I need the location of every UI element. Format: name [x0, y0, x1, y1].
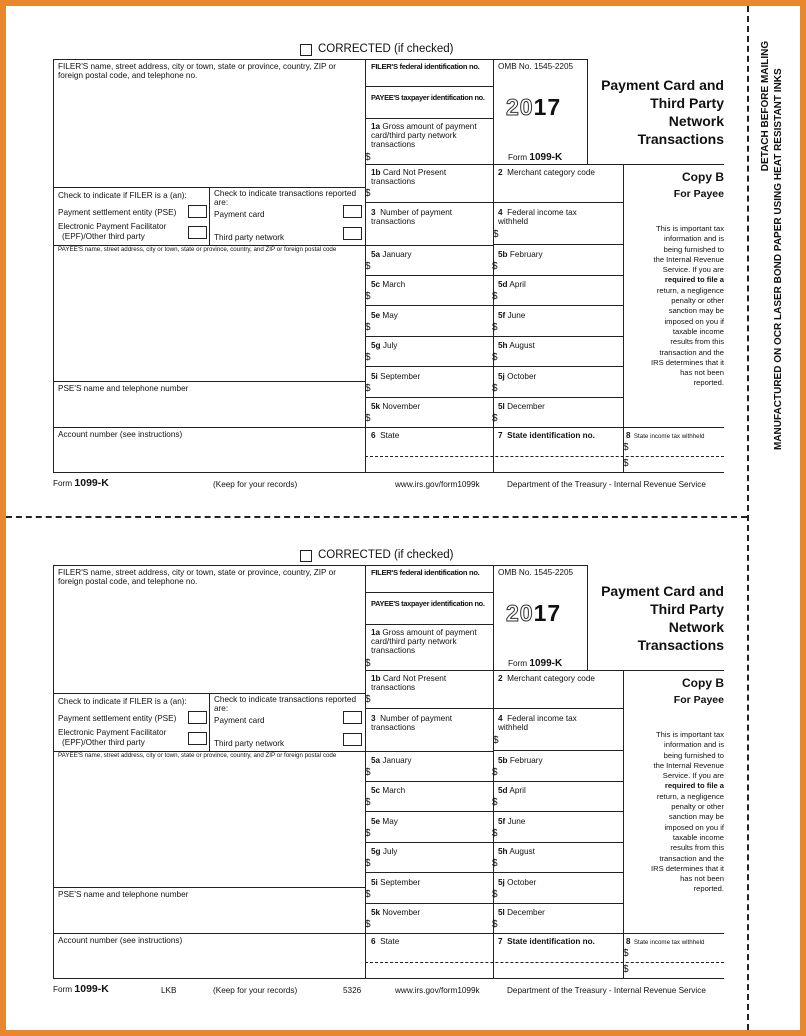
footer-url: www.irs.gov/form1099k [395, 986, 480, 995]
text-line: imposed on you if [664, 316, 724, 326]
payee-tin-label: PAYEE'S taxpayer identification no. [371, 93, 485, 102]
month-dollar: $ [365, 797, 371, 808]
box-8-dollar-2: $ [623, 964, 629, 975]
box-month-2 [371, 786, 405, 795]
text-line: Payment Card and [601, 583, 724, 599]
third-party-network-label: Third party network [214, 739, 285, 748]
for-payee: For Payee [673, 694, 724, 706]
text-line: return, a negligence [656, 791, 724, 801]
account-number-label: Account number (see instructions) [58, 936, 183, 945]
text-line: results from this [670, 843, 724, 853]
text-line: information and is [664, 740, 724, 750]
text-line: Network [668, 619, 724, 635]
month-name: April [509, 280, 526, 289]
grid-line [365, 903, 623, 904]
text-line: Service. If you are [662, 265, 724, 275]
third-party-network-checkbox[interactable] [343, 733, 362, 746]
text-line: required to file a [664, 781, 724, 791]
box-month-9 [498, 372, 536, 381]
payment-card-label: Payment card [214, 716, 265, 725]
box-1b: 1b Card Not Present transactions [371, 168, 447, 186]
month-name: January [382, 250, 412, 259]
month-name: May [382, 311, 398, 320]
box-6: 6 State [371, 937, 400, 946]
month-box-number: 5c [371, 280, 381, 289]
payment-card-label: Payment card [214, 210, 265, 219]
footer-department: Department of the Treasury - Internal Revenue Service [507, 986, 706, 995]
month-dollar: $ [365, 383, 371, 394]
box-8: 8 State income tax withheld [626, 431, 705, 440]
text-line: information and is [664, 234, 724, 244]
check-filer-label: Check to indicate if FILER is a (an): [58, 191, 187, 200]
month-box-number: 5h [498, 341, 508, 350]
month-box-number: 5b [498, 756, 508, 765]
copy-b: Copy B [682, 170, 724, 184]
month-box-number: 5d [498, 280, 508, 289]
text-line: Network [668, 113, 724, 129]
tax-year: 2017 [506, 600, 562, 626]
month-name: May [382, 817, 398, 826]
month-box-number: 5j [498, 372, 505, 381]
month-name: December [507, 402, 545, 411]
month-dollar: $ [365, 322, 371, 333]
box-4-dollar: $ [493, 735, 499, 746]
month-dollar: $ [492, 383, 498, 394]
check-trans-label: Check to indicate transactions reported are: [214, 189, 356, 207]
month-dollar: $ [492, 261, 498, 272]
box-month-1 [498, 756, 543, 765]
text-line: sanction may be [668, 306, 724, 316]
month-box-number: 5f [498, 817, 506, 826]
month-box-number: 5c [371, 786, 381, 795]
for-payee: For Payee [673, 188, 724, 200]
month-name: June [507, 311, 526, 320]
month-name: July [382, 847, 398, 856]
month-dollar: $ [365, 858, 371, 869]
month-box-number: 5h [498, 847, 508, 856]
month-dollar: $ [492, 322, 498, 333]
text-line: Transactions [637, 637, 724, 653]
box-2: 2 Merchant category code [498, 674, 595, 683]
month-box-number: 5f [498, 311, 506, 320]
corrected-label: CORRECTED (if checked) [318, 549, 454, 561]
text-line: Transactions [637, 131, 724, 147]
box-month-4 [371, 817, 398, 826]
month-box-number: 5a [371, 756, 381, 765]
month-dollar: $ [492, 797, 498, 808]
box-1a: 1a Gross amount of payment card/third party network transactions [371, 122, 477, 149]
payee-name-label: PAYEE'S name, street address, city or town, state or province, country, and ZIP or foreign postal code [58, 752, 337, 759]
month-name: July [382, 341, 398, 350]
tax-year: 2017 [506, 94, 562, 120]
text-line: imposed on you if [664, 822, 724, 832]
box-4-label: 4 Federal income tax withheld [498, 714, 577, 732]
box-4-dollar: $ [493, 229, 499, 240]
text-line: taxable income [672, 326, 724, 336]
notice-text [626, 730, 724, 895]
month-name: March [382, 280, 406, 289]
month-dollar: $ [492, 919, 498, 930]
epf-label-2: (EPF)/Other third party [62, 738, 145, 747]
text-line: the Internal Revenue [653, 254, 724, 264]
month-name: April [509, 786, 526, 795]
box-month-5 [498, 311, 525, 320]
box-4-label: 4 Federal income tax withheld [498, 208, 577, 226]
form-1099k-top [6, 6, 800, 512]
box-month-6 [371, 847, 397, 856]
box-month-4 [371, 311, 398, 320]
box-1a-dollar: $ [365, 658, 371, 669]
box-month-0 [371, 250, 412, 259]
filer-name-label: FILER'S name, street address, city or town, state or province, country, ZIP or foreign postal code, and telephone no. [58, 568, 336, 586]
grid-line [365, 872, 623, 873]
text-line: sanction may be [668, 812, 724, 822]
month-dollar: $ [492, 828, 498, 839]
month-box-number: 5l [498, 908, 505, 917]
form-number-label: Form 1099-K [508, 152, 563, 163]
grid-line [365, 397, 623, 398]
check-filer-label: Check to indicate if FILER is a (an): [58, 697, 187, 706]
month-dollar: $ [492, 889, 498, 900]
footer-department: Department of the Treasury - Internal Revenue Service [507, 480, 706, 489]
text-line: penalty or other [671, 802, 724, 812]
footer-form: Form 1099-K [53, 477, 109, 489]
filer-fed-id-label: FILER'S federal identification no. [371, 568, 480, 577]
text-line: IRS determines that it [650, 863, 724, 873]
month-dollar: $ [365, 261, 371, 272]
month-box-number: 5b [498, 250, 508, 259]
text-line: reported. [693, 884, 724, 894]
month-name: October [507, 878, 537, 887]
box-month-11 [498, 908, 545, 917]
month-name: December [507, 908, 545, 917]
omb-number: OMB No. 1545-2205 [498, 568, 574, 577]
month-dollar: $ [365, 889, 371, 900]
filer-name-label: FILER'S name, street address, city or town, state or province, country, ZIP or foreign postal code, and telephone no. [58, 62, 336, 80]
text-line: has not been [680, 368, 724, 378]
check-trans-label: Check to indicate transactions reported are: [214, 695, 356, 713]
box-month-1 [498, 250, 543, 259]
month-dollar: $ [365, 767, 371, 778]
text-line: This is important tax [656, 730, 724, 739]
corrected-checkbox[interactable] [300, 44, 312, 56]
footer-form: Form 1099-K [53, 983, 109, 995]
month-box-number: 5j [498, 878, 505, 887]
box-8-dollar-2: $ [623, 458, 629, 469]
box-month-5 [498, 817, 525, 826]
grid-line [365, 305, 623, 306]
account-number-label: Account number (see instructions) [58, 430, 183, 439]
text-line: reported. [693, 378, 724, 388]
text-line: Third Party [650, 601, 724, 617]
form-title [588, 582, 724, 654]
month-name: February [509, 250, 543, 259]
text-line: being furnished to [663, 244, 724, 254]
grid-line [365, 366, 623, 367]
payment-card-checkbox[interactable] [343, 711, 362, 724]
month-dollar: $ [365, 413, 371, 424]
side-line-1: DETACH BEFORE MAILING [760, 40, 771, 172]
pse-checkbox[interactable] [188, 711, 207, 724]
side-line-2: MANUFACTURED ON OCR LASER BOND PAPER USING HEAT RESISTANT INKS [773, 68, 784, 450]
month-name: January [382, 756, 412, 765]
text-line: IRS determines that it [650, 357, 724, 367]
text-line: the Internal Revenue [653, 760, 724, 770]
box-month-2 [371, 280, 405, 289]
epf-label-2: (EPF)/Other third party [62, 232, 145, 241]
text-line: results from this [670, 337, 724, 347]
box-1a-dollar: $ [365, 152, 371, 163]
month-dollar: $ [492, 291, 498, 302]
box-month-0 [371, 756, 412, 765]
footer-url: www.irs.gov/form1099k [395, 480, 480, 489]
month-box-number: 5l [498, 402, 505, 411]
box-month-10 [371, 908, 420, 917]
grid-line [365, 336, 623, 337]
box-1b-dollar: $ [365, 694, 371, 705]
box-month-11 [498, 402, 545, 411]
box-6: 6 State [371, 431, 400, 440]
month-box-number: 5g [371, 341, 381, 350]
month-box-number: 5e [371, 817, 381, 826]
epf-label-1: Electronic Payment Facilitator [58, 222, 167, 231]
box-7: 7 State identification no. [498, 431, 595, 440]
text-line: being furnished to [663, 750, 724, 760]
box-month-3 [498, 280, 526, 289]
box-7: 7 State identification no. [498, 937, 595, 946]
box-month-10 [371, 402, 420, 411]
month-name: March [382, 786, 406, 795]
box-1b: 1b Card Not Present transactions [371, 674, 447, 692]
filer-fed-id-label: FILER'S federal identification no. [371, 62, 480, 71]
month-dollar: $ [365, 291, 371, 302]
month-box-number: 5a [371, 250, 381, 259]
box-month-9 [498, 878, 536, 887]
month-box-number: 5i [371, 372, 378, 381]
box-3: 3 Number of payment transactions [371, 208, 453, 226]
month-name: November [382, 908, 421, 917]
grid-line [365, 811, 623, 812]
text-line: taxable income [672, 832, 724, 842]
box-month-6 [371, 341, 397, 350]
month-dollar: $ [492, 858, 498, 869]
text-line: This is important tax [656, 224, 724, 233]
omb-number: OMB No. 1545-2205 [498, 62, 574, 71]
month-dollar: $ [365, 828, 371, 839]
box-month-8 [371, 372, 420, 381]
month-box-number: 5e [371, 311, 381, 320]
pse-label: Payment settlement entity (PSE) [58, 208, 177, 217]
pse-checkbox[interactable] [188, 205, 207, 218]
box-8-dollar-1: $ [623, 442, 629, 453]
text-line: Service. If you are [662, 771, 724, 781]
box-8: 8 State income tax withheld [626, 937, 705, 946]
footer-lkb: LKB [161, 986, 177, 995]
month-dollar: $ [492, 413, 498, 424]
text-line: return, a negligence [656, 285, 724, 295]
form-title [588, 76, 724, 148]
month-dollar: $ [492, 767, 498, 778]
footer-keep: (Keep for your records) [213, 480, 298, 489]
form-1099k-bottom [6, 512, 800, 1018]
box-month-8 [371, 878, 420, 887]
epf-checkbox[interactable] [188, 226, 207, 239]
epf-label-1: Electronic Payment Facilitator [58, 728, 167, 737]
grid-line [365, 781, 623, 782]
box-1b-dollar: $ [365, 188, 371, 199]
footer-keep: (Keep for your records) [213, 986, 298, 995]
payee-tin-label: PAYEE'S taxpayer identification no. [371, 599, 485, 608]
month-box-number: 5d [498, 786, 508, 795]
box-3: 3 Number of payment transactions [371, 714, 453, 732]
footer-code: 5326 [343, 986, 362, 995]
notice-text [626, 224, 724, 389]
payment-card-checkbox[interactable] [343, 205, 362, 218]
month-name: October [507, 372, 537, 381]
month-name: June [507, 817, 526, 826]
epf-checkbox[interactable] [188, 732, 207, 745]
month-name: February [509, 756, 543, 765]
month-box-number: 5k [371, 402, 381, 411]
month-dollar: $ [492, 352, 498, 363]
pse-name-label: PSE'S name and telephone number [58, 890, 189, 899]
pse-label: Payment settlement entity (PSE) [58, 714, 177, 723]
text-line: Payment Card and [601, 77, 724, 93]
month-dollar: $ [365, 919, 371, 930]
month-name: September [380, 372, 421, 381]
text-line: transaction and the [659, 347, 724, 357]
month-name: September [380, 878, 421, 887]
form-sheet [6, 6, 800, 1030]
text-line: has not been [680, 874, 724, 884]
grid-line [365, 275, 623, 276]
month-box-number: 5k [371, 908, 381, 917]
box-1a: 1a Gross amount of payment card/third party network transactions [371, 628, 477, 655]
text-line: penalty or other [671, 296, 724, 306]
text-line: transaction and the [659, 853, 724, 863]
copy-b: Copy B [682, 676, 724, 690]
grid-line [365, 842, 623, 843]
text-line: Third Party [650, 95, 724, 111]
month-name: August [509, 847, 535, 856]
month-box-number: 5i [371, 878, 378, 887]
box-8-dollar-1: $ [623, 948, 629, 959]
text-line: required to file a [664, 275, 724, 285]
form-number-label: Form 1099-K [508, 658, 563, 669]
box-2: 2 Merchant category code [498, 168, 595, 177]
month-name: August [509, 341, 535, 350]
corrected-label: CORRECTED (if checked) [318, 43, 454, 55]
third-party-network-checkbox[interactable] [343, 227, 362, 240]
box-month-7 [498, 847, 535, 856]
pse-name-label: PSE'S name and telephone number [58, 384, 189, 393]
box-month-3 [498, 786, 526, 795]
month-dollar: $ [365, 352, 371, 363]
box-month-7 [498, 341, 535, 350]
third-party-network-label: Third party network [214, 233, 285, 242]
month-box-number: 5g [371, 847, 381, 856]
month-name: November [382, 402, 421, 411]
corrected-checkbox[interactable] [300, 550, 312, 562]
payee-name-label: PAYEE'S name, street address, city or town, state or province, country, and ZIP or foreign postal code [58, 246, 337, 253]
